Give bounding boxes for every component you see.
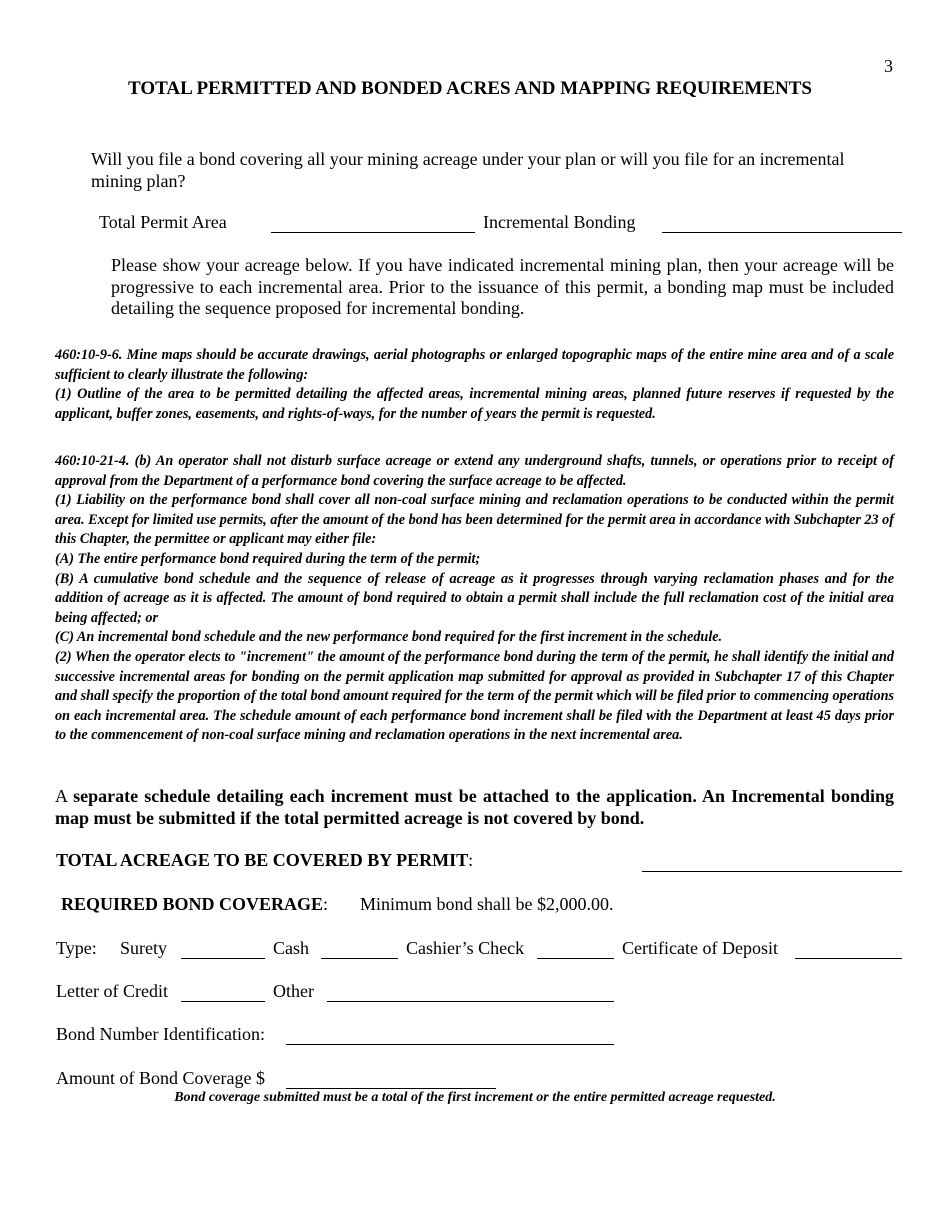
surety-field[interactable] xyxy=(181,958,265,959)
bond-number-label: Bond Number Identification: xyxy=(56,1024,265,1044)
certificate-of-deposit-field[interactable] xyxy=(795,958,902,959)
incremental-bonding-field[interactable] xyxy=(662,232,902,233)
cashiers-check-field[interactable] xyxy=(537,958,614,959)
separate-schedule-notice xyxy=(55,786,894,829)
total-acreage-label: TOTAL ACREAGE TO BE COVERED BY PERMIT xyxy=(56,850,469,870)
notice-bold-text: separate schedule detailing each increment must be attached to the application. An Incremental bonding map must be submitted if the total permitted acreage is not covered by bond. xyxy=(55,786,894,828)
letter-of-credit-field[interactable] xyxy=(181,1001,265,1002)
regulation-intro: 460:10-9-6. Mine maps should be accurate drawings, aerial photographs or enlarged topographic maps of the entire mine area and of a scale sufficient to clearly illustrate the following: xyxy=(55,347,894,383)
letter-of-credit-label: Letter of Credit xyxy=(56,981,168,1001)
regulation-b-1: (1) Liability on the performance bond shall cover all non-coal surface mining and reclamation operations to be conducted within the permit area. Except for limited use permits, after the amount of the bond has been determined for the permit area in accordance with Subchapter 23 of this Chapter, the permittee or applicant may either file: xyxy=(55,492,894,548)
total-permit-area-field[interactable] xyxy=(271,232,475,233)
regulation-b: 460:10-21-4. (b) An operator shall not disturb surface acreage or extend any underground shafts, tunnels, or operations prior to receipt of approval from the Department of a performance bond covering the surface acreage to be affected. xyxy=(55,453,894,489)
type-label: Type: xyxy=(56,938,97,958)
total-acreage-heading xyxy=(56,850,473,871)
other-field[interactable] xyxy=(327,1001,614,1002)
regulation-b-1-a: (A) The entire performance bond required during the term of the permit; xyxy=(55,550,481,567)
surety-label: Surety xyxy=(120,938,167,958)
bond-coverage-note: Bond coverage submitted must be a total of the first increment or the entire permitted acreage requested. xyxy=(174,1090,776,1105)
bond-number-field[interactable] xyxy=(286,1044,614,1045)
regulation-item-1: (1) Outline of the area to be permitted detailing the affected areas, incremental mining areas, planned future reserves if requested by the applicant, buffer zones, easements, and rights-of-ways, for the number of years the permit is requested. xyxy=(55,386,894,422)
page-number: 3 xyxy=(884,56,893,76)
total-permit-area-label: Total Permit Area xyxy=(99,212,227,232)
regulation-b-1-b: (B) A cumulative bond schedule and the sequence of release of acreage as it progresses through varying reclamation phases and for the addition of acreage as it is affected. The amount of bond required to obtain a permit shall include the full reclamation cost of the initial area being affected; or xyxy=(55,570,894,626)
cashiers-check-label: Cashier’s Check xyxy=(406,938,525,958)
total-acreage-field[interactable] xyxy=(642,871,902,872)
other-label: Other xyxy=(273,981,314,1001)
bond-coverage-label: REQUIRED BOND COVERAGE xyxy=(61,894,324,914)
regulation-460-10-21-4 xyxy=(55,452,894,746)
incremental-bonding-label: Incremental Bonding xyxy=(483,212,636,232)
regulation-b-1-c: (C) An incremental bond schedule and the new performance bond required for the first increment in the schedule. xyxy=(55,629,723,646)
amount-label: Amount of Bond Coverage $ xyxy=(56,1068,265,1088)
bond-coverage-colon: : xyxy=(323,894,329,914)
page-title: TOTAL PERMITTED AND BONDED ACRES AND MAPPING REQUIREMENTS xyxy=(128,78,812,99)
amount-field[interactable] xyxy=(286,1088,496,1089)
notice-lead: A xyxy=(55,786,74,806)
regulation-460-10-9-6 xyxy=(55,346,894,424)
minimum-bond-text: Minimum bond shall be $2,000.00. xyxy=(360,894,614,914)
bond-coverage-heading xyxy=(61,894,328,915)
regulation-b-2: (2) When the operator elects to "increment" the amount of the performance bond during the term of the permit, he shall identify the initial and successive incremental areas for bonding on the permit application map submitted for approval as provided in Subchapter 17 of this Chapter and shall specify the proportion of the total bond amount required for the term of the permit which will be filed prior to commencing operations on each incremental area. The schedule amount of each performance bond increment shall be filed with the Department at least 45 days prior to the commencement of non-coal surface mining and reclamation operations in the next incremental area. xyxy=(55,648,894,744)
total-acreage-colon: : xyxy=(468,850,474,870)
certificate-of-deposit-label: Certificate of Deposit xyxy=(622,938,778,958)
cash-field[interactable] xyxy=(321,958,398,959)
cash-label: Cash xyxy=(273,938,309,958)
bond-question: Will you file a bond covering all your mining acreage under your plan or will you file for an incremental mining plan? xyxy=(91,149,845,191)
acreage-instruction: Please show your acreage below. If you have indicated incremental mining plan, then your acreage will be progressive to each incremental area. Prior to the issuance of this permit, a bonding map must be included detailing the sequence proposed for incremental bonding. xyxy=(111,255,894,318)
